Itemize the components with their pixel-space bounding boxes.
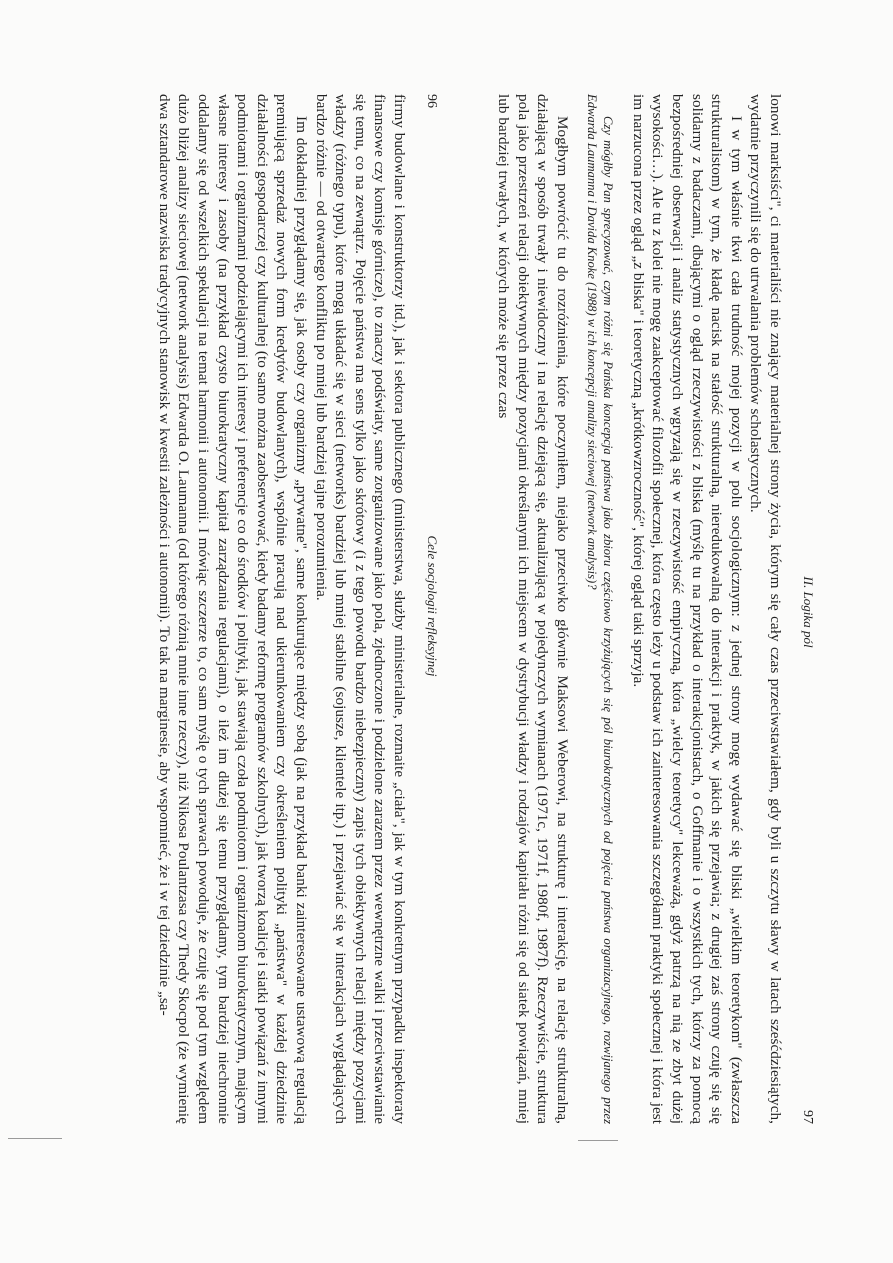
answer-paragraph: Mogłbym powrócić tu do rozróżnienia, które poczyniłem, niejako przeciwko głównie Maksowi Weberowi, na strukturę i interakcję, na relację strukturalną, działającą w sposób trwały i niewidoczny i na relację dziejącą się, aktualizującą w pojedynczych wymianach (1971c, 1971f, 1980f, 1987f). Rzeczywiście, struktura pola jako przestrzeń relacji obiektywnych między pozycjami określanymi ich miejscem w dystrybucji władzy i rodzajów kapitału różni się od siatek powiązań, mniej lub bardziej trwałych, w których może się przez czas <box>495 94 571 1124</box>
left-page <box>78 78 446 1138</box>
left-page-header <box>423 94 440 1124</box>
left-page-number: 96 <box>424 94 439 108</box>
right-page-number: 97 <box>800 1109 815 1124</box>
right-paragraph-1: lonowi marksiści", ci materialiści nie znający materialnej strony życia, którym się cały czas przeciwstawiałem, gdy byli u szczytu sławy w latach sześćdziesiątych, wydatnie przyczynili się do utrwalania problemów scholastycznych. <box>747 94 784 1124</box>
scan-mark-left <box>8 1138 62 1139</box>
left-paragraph-2: Im dokładniej przyglądamy się, jak osoby czy organizmy „prywatne", same konkurujące między sobą (jak na przykład banki zainteresowane ustawową regulacją premiującą sprzedaż nowych form kredytów budowlanych), wspólnie pracują nad ukierunkowaniem czy określeniem polityki „państwa" w każdej dziedzinie działalności gospodarczej czy kulturalnej (to samo można zaobserwować, kiedy badamy reformę programów szkolnych), jak tworzą koalicje i siatki powiązań z innymi podmiotami i organizmami podzielającymi ich interesy i preferencje co do środków i polityki, jak stawiają czoła podmiotom i organizmom biurokratycznym, mającym własne interesy i zasoby (na przykład czysto biurokratyczny kapitał zarządzania regulacjami), o ileż im dłużej się temu przyglądamy, tym bardziej niechronnie oddalamy się od wszelkich spekulacji na temat harmonii i autonomii. I mówiąc szczerze to, co sam myślę o tych sprawach powoduje, że czuję się pod tym względem dużo bliżej analizy sieciowej (network analysis) Edwarda O. Laumanna (od którego różnią mnie inne rzeczy), niż Nikosa Poulantzasa czy Thedy Skocpol (że wymienię dwa sztandarowe nazwiska tradycyjnych stanowisk w kwestii zależności i autonomii). To tak na marginesie, aby wspomnieć, że i w tej dziedzinie „sa- <box>155 94 311 1124</box>
right-page <box>454 78 822 1138</box>
left-running-head: Cele socjologii refleksyjnej <box>425 535 440 677</box>
left-paragraph-1: firmy budowlane i konstruktorzy itd.), jak i sektora publicznego (ministerstwa, służby ministerialne, rozmaite „ciała", jak w tym konkretnym przypadku inspektoraty finansowe czy komisje górnicze), to znaczy podświaty, same zorganizowane jako pola, zjednoczone i podzielone zarazem przez wewnętrzne walki i przeciwstawianie się temu, co na zewnątrz. Pojęcie państwa ma sens tylko jako skrótowy (i z tego powodu bardzo niebezpieczny) zapis tych obiektywnych relacji między pozycjami władzy (różnego typu), które mogą układać się w sieci (networks) bardziej lub mniej stabilne (sojusze, klientele itp.) i przejawiać się w interakcjach wyglądających bardzo różnie — od otwartego konfliktu po mniej lub bardziej tajne porozumienia. <box>312 94 408 1124</box>
right-page-header <box>799 94 816 1124</box>
interview-question: Czy mógłby Pan sprecyzować, czym różni się Pańska koncepcja państwa jako zbioru częściowo krzyżujących się pól biurokratycznych od pojęcia państwa organizacyjnego, rozwijanego przez Edwarda Laumanna i Davida Knoke (1988) w ich koncepcji analizy sieciowej (network analysis)? <box>585 94 616 1124</box>
scan-mark-right <box>578 1140 618 1141</box>
right-running-head: II. Logika pól <box>801 576 816 648</box>
right-paragraph-2: I w tym właśnie tkwi cała trudność mojej pozycji w polu socjologicznym: z jednej strony mogę wydawać się bliski „wielkim teoretykom" (zwłaszcza strukturalistom) w tym, że kładę nacisk na stałość strukturalną, nieredukowalną do interakcji i praktyk, w jakich się przejawia; z drugiej zaś strony czuję się się solidarny z badaczami, dbającymi o ogląd rzeczywistości z bliska (myślę tu na przykład o interakcjonistach, o Goffmanie i o wszystkich tych, którzy za pomocą bezpośredniej obserwacji i analiz statystycznych wgryzają się w rzeczywistość empiryczną, która „wielcy teoretycy" lekceważą, gdyż patrzą na nią ze zbyt dużej wysokości…). Ale tu z kolei nie mogę zaakceptować filozofii społecznej, która często leży u podstaw ich zainteresowania szczegółami praktyki społecznej i która jest im narzucona przez ogląd „z bliska" i teoretyczną „krótkowzroczność", której ogląd taki sprzyja. <box>629 94 745 1124</box>
